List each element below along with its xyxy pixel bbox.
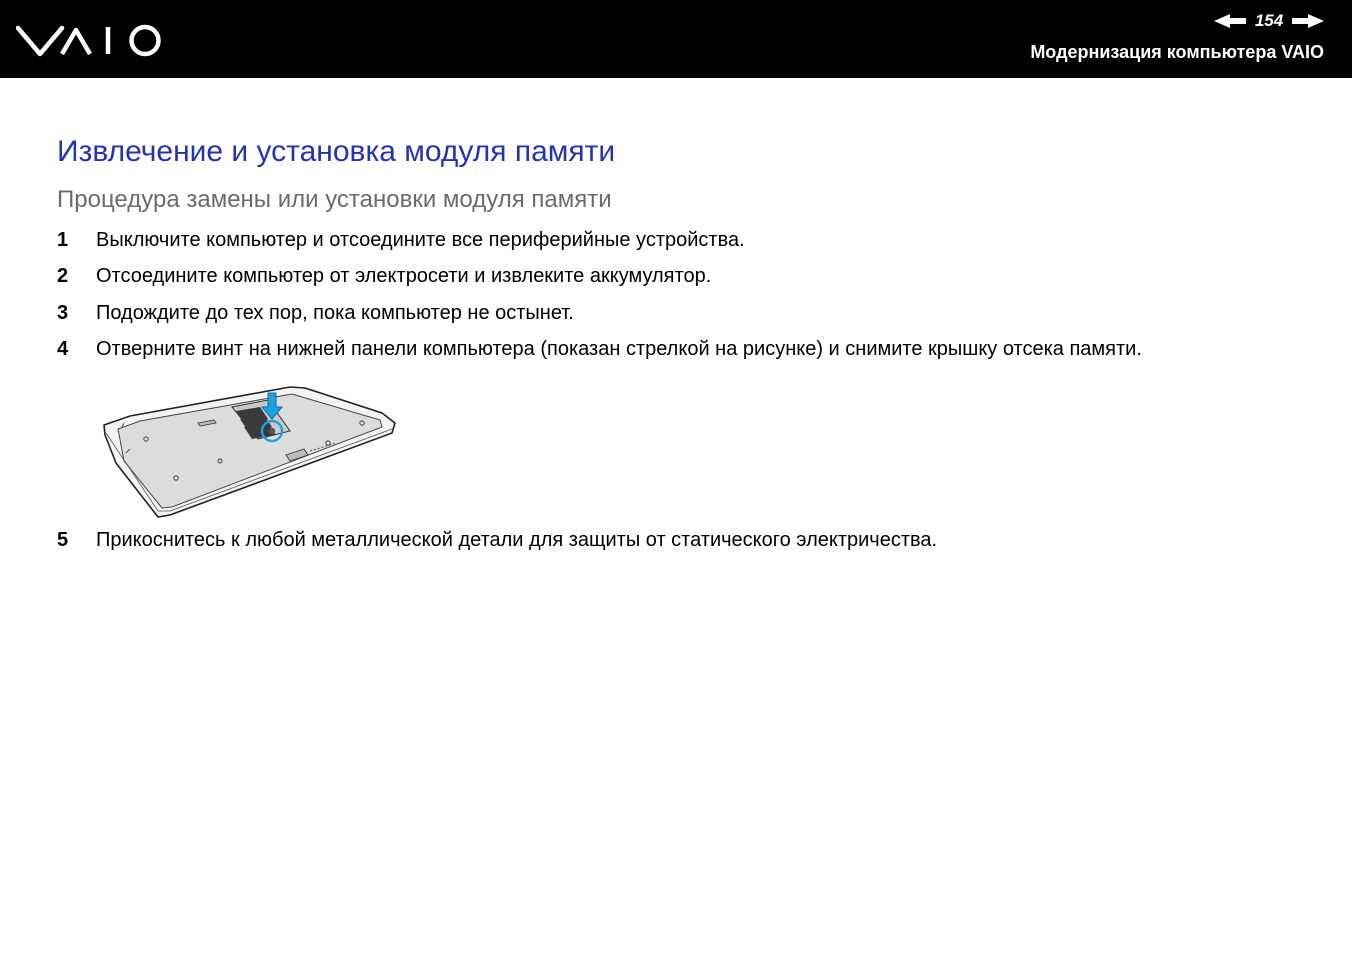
step-number: 5 (57, 529, 69, 551)
step-number: 2 (57, 265, 69, 287)
step-5 (57, 529, 937, 555)
step-number: 1 (57, 229, 69, 251)
procedure-subtitle: Процедура замены или установки модуля памяти (57, 186, 612, 213)
step-text: Выключите компьютер и отсоедините все периферийные устройства. (96, 229, 745, 251)
screw-icon (269, 428, 275, 434)
page-number: 154 (1254, 11, 1284, 30)
page-title: Извлечение и установка модуля памяти (57, 135, 616, 168)
vaio-logo (16, 18, 172, 62)
laptop-bottom-illustration (100, 383, 400, 520)
step-text: Подождите до тех пор, пока компьютер не остынет. (96, 302, 574, 324)
step-2 (57, 265, 711, 291)
previous-page-arrow-icon[interactable] (1214, 14, 1246, 28)
next-page-arrow-icon[interactable] (1292, 14, 1324, 28)
page-navigation (1214, 10, 1324, 32)
step-text: Прикоснитесь к любой металлической детали для защиты от статического электричества. (96, 529, 938, 551)
step-number: 3 (57, 302, 69, 324)
step-number: 4 (57, 338, 69, 360)
section-title: Модернизация компьютера VAIO (1030, 42, 1324, 62)
step-1 (57, 229, 745, 255)
header-bar (0, 0, 1352, 78)
step-text: Отсоедините компьютер от электросети и извлеките аккумулятор. (96, 265, 712, 287)
step-3 (57, 302, 574, 328)
step-text: Отверните винт на нижней панели компьютера (показан стрелкой на рисунке) и снимите крышку отсека памяти. (96, 338, 1142, 360)
step-4 (57, 338, 1142, 364)
